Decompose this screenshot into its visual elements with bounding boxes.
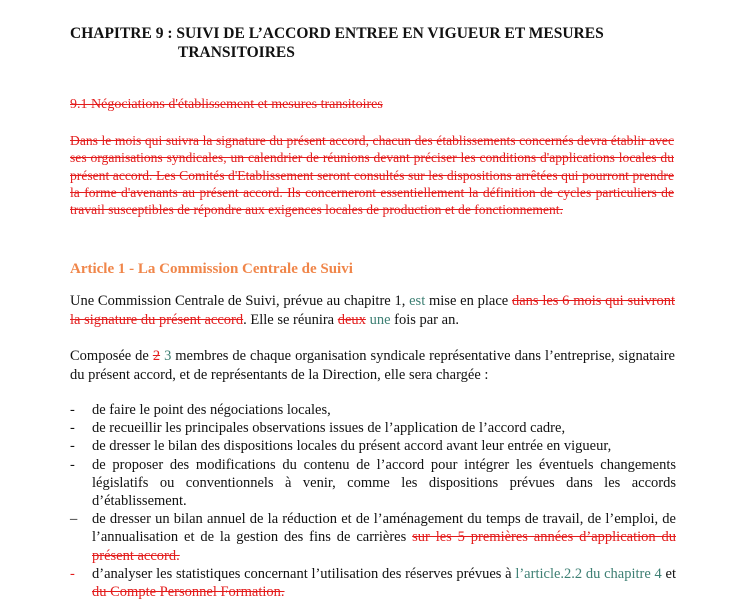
deleted-paragraph: Dans le mois qui suivra la signature du présent accord, chacun des établissements concernés devra établir avec ses organisations syndicales, un calendrier de réunions devant préciser les conditions d'applications locales du présent accord. Les Comités d'Etablissement seront consultés sur les dispositions arrêtées qui pourront prendre la forme d'avenants au présent accord. Ils concerneront essentiellement la définition de cycles particuliers de travail susceptibles de répondre aux exigences locales de production et de fonctionnement. (70, 133, 674, 218)
deleted-text: du Compte Personnel Formation. (92, 584, 285, 601)
article-heading: Article 1 - La Commission Centrale de Suivi (70, 261, 353, 277)
list-item (70, 456, 676, 511)
list-item-text: de dresser un bilan annuel de la réduction et de l’aménagement du temps de travail, de l’emploi, de l’annualisation et de la gestion des fins de carrières (92, 511, 676, 546)
inserted-text: est (409, 293, 426, 309)
chapter-title (70, 24, 670, 62)
text-run: . Elle se réunira (243, 312, 338, 328)
text-run: Une Commission Centrale de Suivi, prévue au chapitre 1, (70, 293, 410, 309)
paragraph-composition (70, 347, 675, 385)
list-item-text: d’analyser les statistiques concernant l’utilisation des réserves prévues à (92, 565, 516, 582)
chapter-title-line1: CHAPITRE 9 : SUIVI DE L’ACCORD ENTREE EN VIGUEUR ET MESURES (70, 25, 604, 42)
list-item-text: de proposer des modifications du contenu de l’accord pour intégrer les éventuels changements législatifs ou conventionnels à venir, comme les dispositions prévues dans les accords d’établissement. (92, 456, 676, 510)
list-item (70, 401, 676, 419)
text-run: fois par an. (390, 312, 459, 328)
inserted-text: 3 (164, 348, 172, 364)
dash-bullet: – (70, 511, 78, 528)
dash-bullet: - (70, 456, 75, 473)
deleted-text: 2 (152, 348, 161, 364)
dash-bullet: - (70, 402, 75, 418)
deleted-text: dans les 6 mois qui suivront la signature du présent accord (70, 293, 675, 328)
list-item-text: de recueillir les principales observations issues de l’application de l’accord cadre, (92, 420, 566, 437)
list-item-text: de faire le point des négociations locales, (92, 402, 331, 418)
inserted-text: une (369, 312, 391, 328)
list-item (70, 437, 676, 455)
list-item (70, 419, 676, 437)
chapter-title-line2: TRANSITOIRES (178, 44, 295, 61)
section-heading-deleted: 9.1 Négociations d'établissement et mesures transitoires (70, 97, 383, 112)
list-item-text: de dresser le bilan des dispositions locales du présent accord avant leur entrée en vigueur, (92, 438, 612, 455)
deleted-text: sur les 5 premières années d’application du présent accord. (92, 529, 676, 564)
dash-bullet: - (70, 438, 75, 455)
duties-list (70, 401, 676, 601)
paragraph-commission (70, 292, 675, 330)
inserted-text: l’article.2.2 du chapitre 4 (515, 565, 662, 582)
dash-bullet: - (70, 565, 75, 582)
list-item (70, 565, 676, 601)
dash-bullet: - (70, 420, 75, 437)
text-run: mise en place (425, 293, 512, 309)
text-run: Composée de (70, 348, 153, 364)
text-run: et (661, 565, 676, 582)
list-item (70, 510, 676, 565)
text-run: membres de chaque organisation syndicale représentative dans l’entreprise, signataire du présent accord, et de représentants de la Direction, elle sera chargée : (70, 348, 675, 383)
deleted-text: deux (337, 312, 366, 328)
